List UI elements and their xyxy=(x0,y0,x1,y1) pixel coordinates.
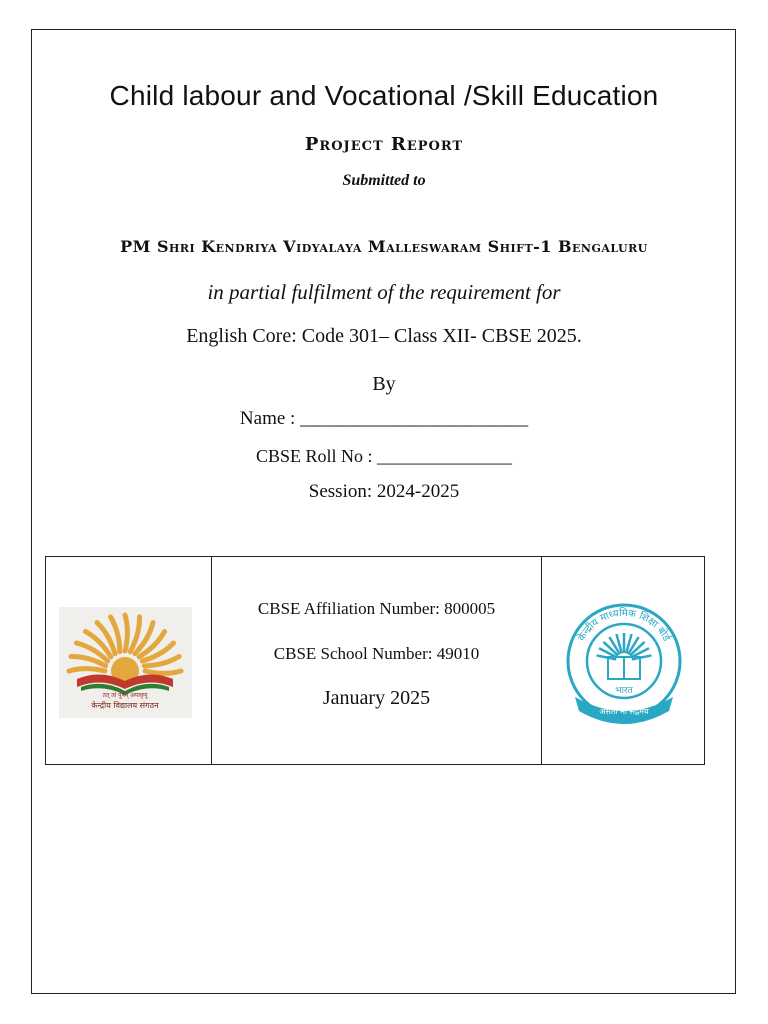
kvs-ray xyxy=(145,671,181,673)
kvs-logo xyxy=(59,607,192,718)
cbse-arc-text: केन्द्रीय माध्यमिक शिक्षा बोर्ड xyxy=(576,607,672,644)
name-line: Name : ________________________ xyxy=(239,408,529,429)
cbse-motto: असतो मा सद्गमय xyxy=(599,707,649,716)
kvs-logo-cell xyxy=(46,557,212,764)
kvs-logo-graphic xyxy=(59,607,192,718)
school-info-cell xyxy=(212,557,542,764)
roll-line: CBSE Roll No : _______________ xyxy=(255,446,513,466)
kvs-ray xyxy=(125,615,127,651)
school-name: PM Shri Kendriya Vidyalaya Malleswaram Shift-1 Bengaluru xyxy=(120,237,648,256)
course-line: English Core: Code 301– Class XII- CBSE 2025. xyxy=(186,325,582,347)
school-number: CBSE School Number: 49010 xyxy=(273,644,480,663)
submitted-to: Submitted to xyxy=(342,172,426,189)
kvs-motto: तत् त्वं पूषन् अपावृणु xyxy=(102,692,148,699)
partial-fulfilment: in partial fulfilment of the requirement for xyxy=(207,280,561,304)
by-label: By xyxy=(372,373,396,395)
cbse-country: भारत xyxy=(615,686,633,696)
cbse-sun-rays xyxy=(597,633,652,659)
kvs-ray xyxy=(69,669,105,671)
affiliation-number: CBSE Affiliation Number: 800005 xyxy=(257,599,496,618)
document-title: Child labour and Vocational /Skill Education xyxy=(109,80,659,111)
info-table xyxy=(45,556,705,765)
kvs-name: केन्द्रीय विद्यालय संगठन xyxy=(91,701,159,710)
cbse-logo-graphic xyxy=(561,599,686,727)
session-line: Session: 2024-2025 xyxy=(308,481,460,502)
report-label: Project Report xyxy=(304,134,464,155)
cbse-logo-cell xyxy=(542,557,704,764)
report-date: January 2025 xyxy=(322,687,431,709)
cbse-logo xyxy=(561,599,686,727)
